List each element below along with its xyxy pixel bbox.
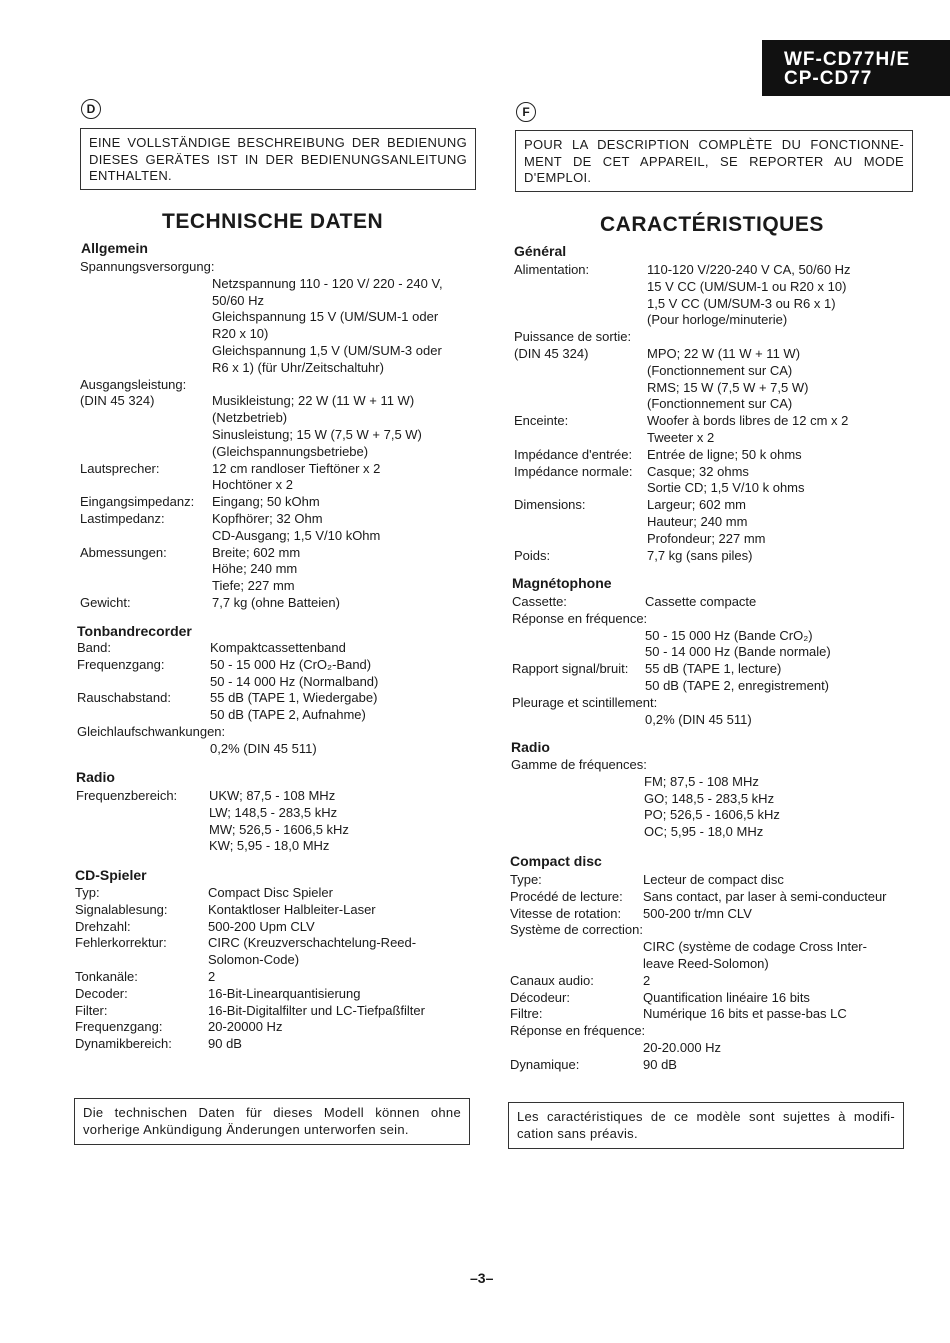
spec-value: UKW; 87,5 - 108 MHz <box>209 788 336 803</box>
group-magnetophone: Magnétophone <box>512 575 612 591</box>
spec-value: Solomon-Code) <box>208 952 300 968</box>
spec-value: 50 - 15 000 Hz (Bande CrO₂) <box>645 627 813 643</box>
spec-label: Cassette: <box>512 594 567 609</box>
spec-value: Kontaktloser Halbleiter-Laser <box>208 901 376 917</box>
spec-value: Sortie CD; 1,5 V/10 k ohms <box>647 480 805 496</box>
spec-value: 1,5 V CC (UM/SUM-3 ou R6 x 1) <box>647 295 836 311</box>
spec-label: Enceinte: <box>514 413 569 429</box>
spec-label: Abmessungen: <box>80 544 167 560</box>
model-line-2: CP-CD77 <box>784 68 873 89</box>
spec-value: 0,2% (DIN 45 511) <box>210 740 317 756</box>
spec-label: Frequenzgang: <box>77 656 165 672</box>
spec-value: Sinusleistung; 15 W (7,5 W + 7,5 W) <box>212 427 422 442</box>
group-compact-disc: Compact disc <box>510 853 602 869</box>
spec-value: 12 cm randloser Tieftöner x 2 <box>212 460 381 476</box>
spec-label: Gleichlaufschwankungen: <box>77 724 226 739</box>
model-badge <box>762 40 950 96</box>
spec-value: OC; 5,95 - 18,0 MHz <box>644 824 764 840</box>
spec-value: (Gleichspannungsbetriebe) <box>212 443 369 459</box>
spec-value: (Netzbetrieb) <box>212 410 288 426</box>
spec-value: 16-Bit-Linearquantisierung <box>208 985 361 1001</box>
group-radio-de: Radio <box>76 769 115 785</box>
spec-label: Typ: <box>75 885 100 900</box>
spec-value: Largeur; 602 mm <box>647 497 746 513</box>
spec-value: Compact Disc Spieler <box>208 885 333 900</box>
spec-value: Numérique 16 bits et passe-bas LC <box>643 1006 847 1022</box>
spec-value: Cassette compacte <box>645 594 757 609</box>
spec-value: 7,7 kg (ohne Batteien) <box>212 595 340 610</box>
spec-label: Gewicht: <box>80 595 131 610</box>
spec-value: 7,7 kg (sans piles) <box>647 547 753 563</box>
spec-value: FM; 87,5 - 108 MHz <box>644 773 759 789</box>
spec-value: (Fonctionnement sur CA) <box>647 396 793 412</box>
spec-value: LW; 148,5 - 283,5 kHz <box>209 804 338 820</box>
spec-value: 50 - 15 000 Hz (CrO₂-Band) <box>210 656 372 672</box>
spec-label: Tonkanäle: <box>75 969 138 984</box>
spec-label: Pleurage et scintillement: <box>512 694 658 710</box>
spec-label: Puissance de sortie: <box>514 329 632 345</box>
spec-value: 55 dB (TAPE 1, Wiedergabe) <box>210 690 378 706</box>
spec-label: Impédance d'entrée: <box>514 446 633 462</box>
spec-value: Breite; 602 mm <box>212 544 301 560</box>
spec-label: Poids: <box>514 547 551 563</box>
spec-value: 50 dB (TAPE 2, enregistrement) <box>645 678 830 693</box>
spec-label: Lastimpedanz: <box>80 511 165 526</box>
spec-label: Dimensions: <box>514 497 586 513</box>
french-title: CARACTÉRISTIQUES <box>600 213 824 236</box>
spec-label: Spannungsversorgung: <box>80 259 215 274</box>
spec-label: Impédance normale: <box>514 463 633 479</box>
french-mark: F <box>516 102 536 122</box>
spec-value: MPO; 22 W (11 W + 11 W) <box>647 346 801 361</box>
group-cd-spieler: CD-Spieler <box>75 867 147 883</box>
group-general: Général <box>514 243 567 259</box>
spec-label: (DIN 45 324) <box>80 393 155 409</box>
spec-label: Réponse en fréquence: <box>510 1023 646 1039</box>
spec-value: 2 <box>208 969 216 984</box>
spec-label: Système de correction: <box>510 922 643 938</box>
german-note-box: EINE VOLLSTÄNDIGE BESCHREIBUNG DER BEDIENUNG DIESES GERÄTES IST IN DER BEDIENUNGSANLEITUNG ENTHALTEN. <box>80 128 476 190</box>
spec-label: Réponse en fréquence: <box>512 610 648 626</box>
spec-label: Dynamikbereich: <box>75 1036 172 1052</box>
spec-label: Filtre: <box>510 1006 543 1022</box>
spec-value: 2 <box>643 972 651 988</box>
spec-value: Musikleistung; 22 W (11 W + 11 W) <box>212 393 415 409</box>
spec-value: Casque; 32 ohms <box>647 463 749 479</box>
spec-value: (Fonctionnement sur CA) <box>647 362 793 378</box>
spec-value: Höhe; 240 mm <box>212 561 298 577</box>
spec-label: Dynamique: <box>510 1056 580 1072</box>
group-tonbandrecorder: Tonbandrecorder <box>77 623 192 639</box>
spec-label: Vitesse de rotation: <box>510 905 622 921</box>
spec-value: Netzspannung 110 - 120 V/ 220 - 240 V, <box>212 275 443 291</box>
spec-value: 20-20000 Hz <box>208 1019 283 1035</box>
spec-label: Décodeur: <box>510 989 570 1005</box>
spec-value: (Pour horloge/minuterie) <box>647 312 788 328</box>
spec-label: Procédé de lecture: <box>510 888 623 904</box>
spec-value: 15 V CC (UM/SUM-1 ou R20 x 10) <box>647 278 847 294</box>
spec-label: Fehlerkorrektur: <box>75 935 167 951</box>
spec-value: 50 - 14 000 Hz (Bande normale) <box>645 644 831 660</box>
spec-label: Rauschabstand: <box>77 690 171 706</box>
spec-value: Lecteur de compact disc <box>643 872 784 887</box>
german-title: TECHNISCHE DATEN <box>162 210 384 233</box>
spec-value: 50/60 Hz <box>212 292 265 308</box>
spec-value: Entrée de ligne; 50 k ohms <box>647 446 802 462</box>
page-number: –3– <box>470 1270 494 1286</box>
spec-label: Type: <box>510 872 542 887</box>
spec-label: Frequenzbereich: <box>76 788 178 803</box>
group-allgemein: Allgemein <box>81 240 148 256</box>
german-mark: D <box>81 99 101 119</box>
group-radio-fr: Radio <box>511 739 550 755</box>
french-note-box: POUR LA DESCRIPTION COMPLÈTE DU FONCTIONNE-MENT DE CET APPAREIL, SE REPORTER AU MODE D'EMPLOI. <box>515 130 913 192</box>
spec-value: R6 x 1) (für Uhr/Zeitschaltuhr) <box>212 359 384 375</box>
spec-value: CD-Ausgang; 1,5 V/10 kOhm <box>212 527 381 543</box>
spec-label: Drehzahl: <box>75 918 131 934</box>
spec-value: Hauteur; 240 mm <box>647 514 748 529</box>
spec-value: MW; 526,5 - 1606,5 kHz <box>209 821 349 837</box>
spec-label: Eingangsimpedanz: <box>80 494 195 510</box>
spec-label: Frequenzgang: <box>75 1019 163 1035</box>
spec-value: CIRC (système de codage Cross Inter- <box>643 939 867 955</box>
spec-value: 0,2% (DIN 45 511) <box>645 711 752 727</box>
spec-value: 90 dB <box>208 1036 242 1052</box>
spec-value: 500-200 Upm CLV <box>208 918 315 934</box>
spec-value: Profondeur; 227 mm <box>647 530 766 546</box>
spec-value: PO; 526,5 - 1606,5 kHz <box>644 807 780 823</box>
spec-label: Signalablesung: <box>75 901 168 917</box>
spec-label: Band: <box>77 640 111 655</box>
spec-label: Lautsprecher: <box>80 460 160 476</box>
spec-value: 50 dB (TAPE 2, Aufnahme) <box>210 707 366 723</box>
spec-value: RMS; 15 W (7,5 W + 7,5 W) <box>647 379 809 395</box>
german-footer-box: Die technischen Daten für dieses Modell können ohne vorherige Ankündigung Änderungen unterworfen sein. <box>74 1098 470 1145</box>
spec-value: Quantification linéaire 16 bits <box>643 989 810 1005</box>
french-footer-box: Les caractéristiques de ce modèle sont sujettes à modifi-cation sans préavis. <box>508 1102 904 1149</box>
model-line-1: WF-CD77H/E <box>784 49 911 70</box>
spec-label: Canaux audio: <box>510 972 594 988</box>
spec-label: Decoder: <box>75 985 128 1001</box>
spec-value: CIRC (Kreuzverschachtelung-Reed- <box>208 935 417 951</box>
spec-value: R20 x 10) <box>212 326 269 342</box>
spec-value: Woofer à bords libres de 12 cm x 2 <box>647 413 849 429</box>
spec-value: Eingang; 50 kOhm <box>212 494 320 510</box>
spec-value: 500-200 tr/mn CLV <box>643 905 752 921</box>
spec-value: 20-20.000 Hz <box>643 1040 722 1055</box>
spec-value: Sans contact, par laser à semi-conducteur <box>643 888 887 904</box>
spec-label: (DIN 45 324) <box>514 346 589 361</box>
spec-value: Gleichspannung 1,5 V (UM/SUM-3 oder <box>212 343 442 358</box>
spec-value: Gleichspannung 15 V (UM/SUM-1 oder <box>212 309 439 325</box>
spec-value: leave Reed-Solomon) <box>643 956 769 971</box>
spec-label: Gamme de fréquences: <box>511 757 647 772</box>
spec-value: KW; 5,95 - 18,0 MHz <box>209 838 330 854</box>
spec-value: Kompaktcassettenband <box>210 640 346 655</box>
spec-label: Ausgangsleistung: <box>80 376 187 392</box>
spec-value: Tiefe; 227 mm <box>212 578 295 594</box>
spec-value: 16-Bit-Digitalfilter und LC-Tiefpaßfilter <box>208 1002 425 1018</box>
spec-value: 90 dB <box>643 1056 677 1072</box>
spec-value: 55 dB (TAPE 1, lecture) <box>645 661 782 677</box>
spec-value: Kopfhörer; 32 Ohm <box>212 511 323 526</box>
spec-label: Rapport signal/bruit: <box>512 661 629 677</box>
spec-value: Hochtöner x 2 <box>212 477 293 493</box>
spec-value: GO; 148,5 - 283,5 kHz <box>644 790 775 806</box>
spec-label: Alimentation: <box>514 262 590 277</box>
spec-value: 110-120 V/220-240 V CA, 50/60 Hz <box>647 262 851 277</box>
spec-value: 50 - 14 000 Hz (Normalband) <box>210 673 379 689</box>
spec-label: Filter: <box>75 1002 108 1018</box>
spec-value: Tweeter x 2 <box>647 430 715 445</box>
